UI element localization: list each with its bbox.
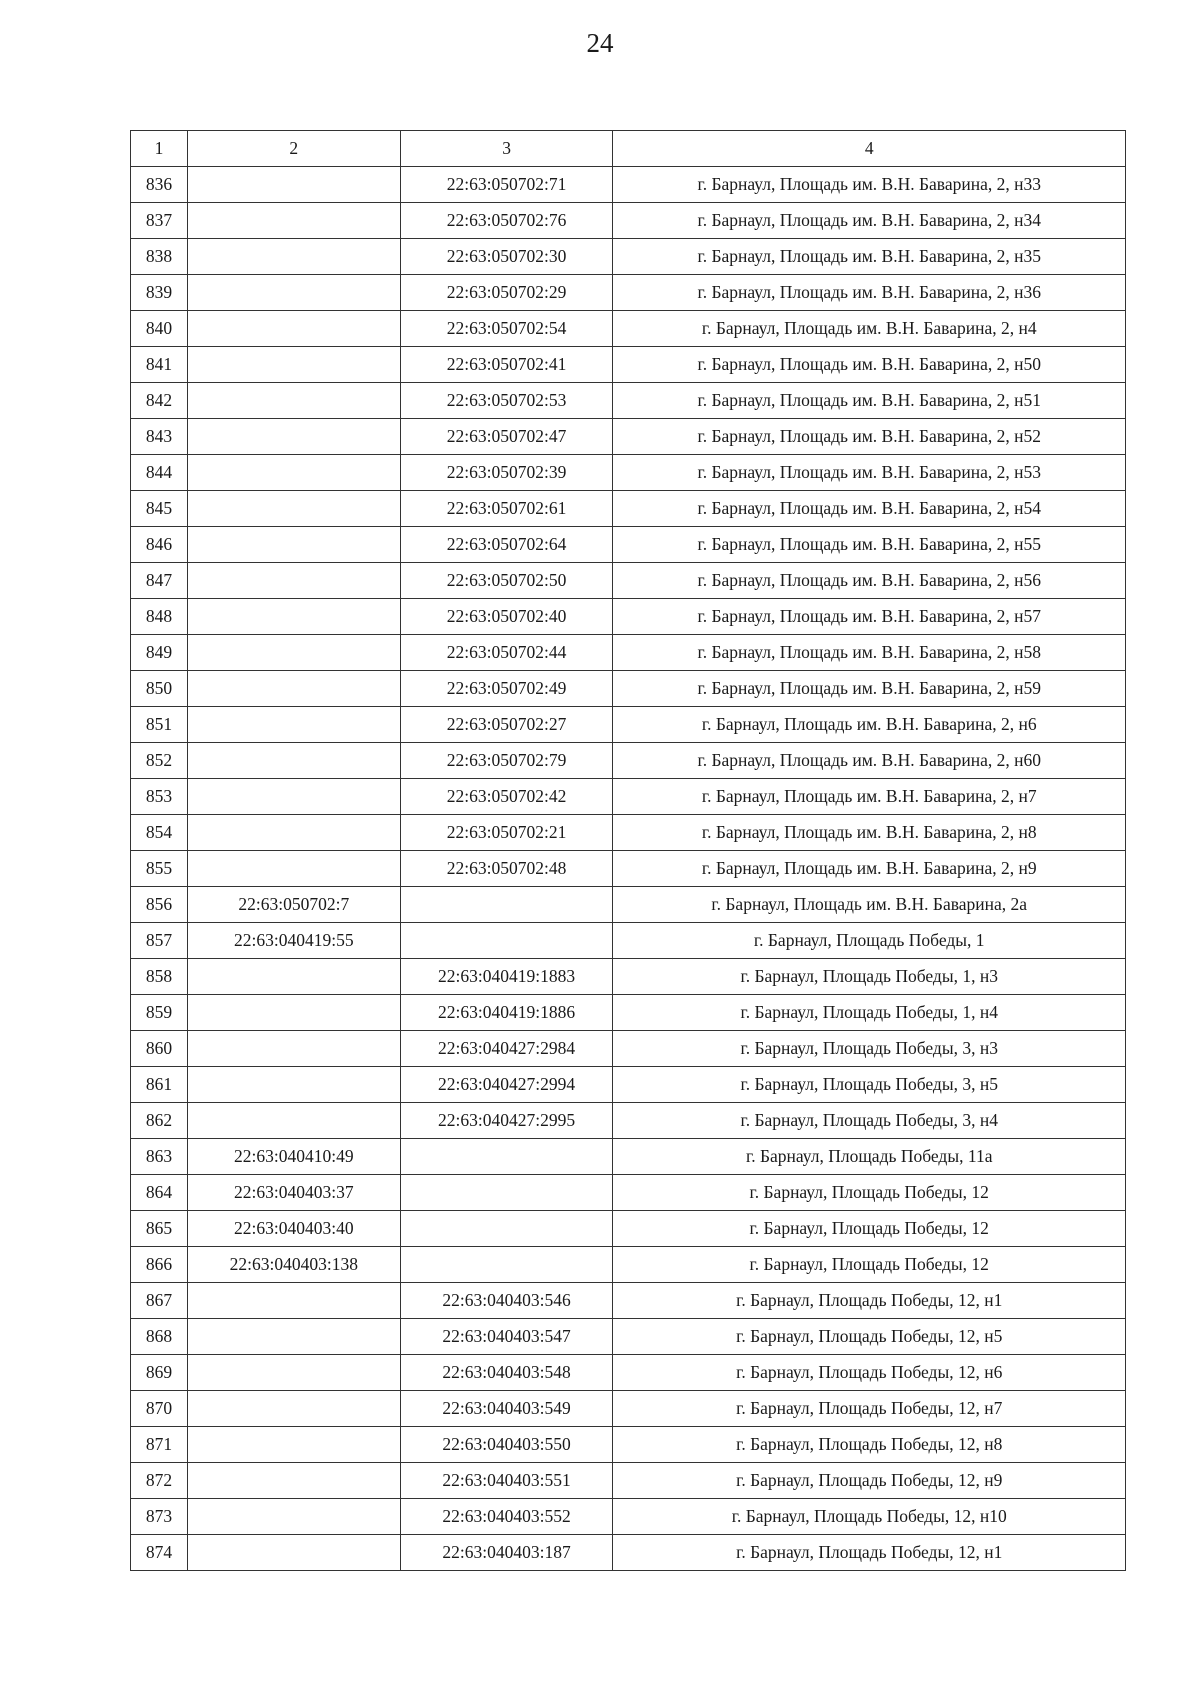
address-cell: г. Барнаул, Площадь им. В.Н. Баварина, 2, н55 — [613, 527, 1126, 563]
cadastral-number-cell: 22:63:040410:49 — [187, 1139, 400, 1175]
cadastral-number-cell — [187, 815, 400, 851]
row-number-cell: 871 — [131, 1427, 188, 1463]
row-number-cell: 859 — [131, 995, 188, 1031]
row-number-cell: 847 — [131, 563, 188, 599]
address-cell: г. Барнаул, Площадь Победы, 3, н4 — [613, 1103, 1126, 1139]
table-row — [131, 1355, 1126, 1391]
row-number-cell: 854 — [131, 815, 188, 851]
table-row — [131, 203, 1126, 239]
row-number-cell: 860 — [131, 1031, 188, 1067]
column-header-4: 4 — [613, 131, 1126, 167]
row-number-cell: 844 — [131, 455, 188, 491]
table-row — [131, 455, 1126, 491]
address-cell: г. Барнаул, Площадь им. В.Н. Баварина, 2, н52 — [613, 419, 1126, 455]
address-cell: г. Барнаул, Площадь Победы, 12, н10 — [613, 1499, 1126, 1535]
premises-number-cell: 22:63:050702:27 — [400, 707, 613, 743]
cadastral-number-cell — [187, 275, 400, 311]
table-header-row — [131, 131, 1126, 167]
table-body — [131, 167, 1126, 1571]
row-number-cell: 868 — [131, 1319, 188, 1355]
address-cell: г. Барнаул, Площадь Победы, 12, н9 — [613, 1463, 1126, 1499]
premises-number-cell: 22:63:050702:49 — [400, 671, 613, 707]
table-row — [131, 599, 1126, 635]
premises-number-cell: 22:63:040403:548 — [400, 1355, 613, 1391]
table-row — [131, 1535, 1126, 1571]
address-cell: г. Барнаул, Площадь им. В.Н. Баварина, 2, н6 — [613, 707, 1126, 743]
table-row — [131, 995, 1126, 1031]
row-number-cell: 870 — [131, 1391, 188, 1427]
table-row — [131, 347, 1126, 383]
address-cell: г. Барнаул, Площадь Победы, 11а — [613, 1139, 1126, 1175]
premises-number-cell: 22:63:050702:76 — [400, 203, 613, 239]
premises-number-cell: 22:63:040427:2984 — [400, 1031, 613, 1067]
cadastral-number-cell — [187, 311, 400, 347]
cadastral-number-cell — [187, 203, 400, 239]
cadastral-number-cell — [187, 1427, 400, 1463]
cadastral-number-cell — [187, 347, 400, 383]
address-cell: г. Барнаул, Площадь им. В.Н. Баварина, 2, н36 — [613, 275, 1126, 311]
address-cell: г. Барнаул, Площадь Победы, 12, н6 — [613, 1355, 1126, 1391]
premises-number-cell: 22:63:050702:29 — [400, 275, 613, 311]
row-number-cell: 838 — [131, 239, 188, 275]
cadastral-number-cell — [187, 419, 400, 455]
table-row — [131, 1427, 1126, 1463]
premises-number-cell: 22:63:050702:47 — [400, 419, 613, 455]
premises-number-cell: 22:63:050702:44 — [400, 635, 613, 671]
row-number-cell: 852 — [131, 743, 188, 779]
premises-number-cell: 22:63:050702:61 — [400, 491, 613, 527]
premises-number-cell: 22:63:040403:549 — [400, 1391, 613, 1427]
table-row — [131, 1499, 1126, 1535]
table-row — [131, 1067, 1126, 1103]
cadastral-number-cell — [187, 383, 400, 419]
cadastral-number-cell — [187, 959, 400, 995]
row-number-cell: 850 — [131, 671, 188, 707]
table-row — [131, 563, 1126, 599]
address-cell: г. Барнаул, Площадь им. В.Н. Баварина, 2, н58 — [613, 635, 1126, 671]
address-cell: г. Барнаул, Площадь им. В.Н. Баварина, 2, н34 — [613, 203, 1126, 239]
premises-number-cell: 22:63:050702:48 — [400, 851, 613, 887]
address-cell: г. Барнаул, Площадь им. В.Н. Баварина, 2, н59 — [613, 671, 1126, 707]
address-cell: г. Барнаул, Площадь Победы, 3, н3 — [613, 1031, 1126, 1067]
table-row — [131, 1247, 1126, 1283]
cadastral-number-cell — [187, 707, 400, 743]
premises-number-cell: 22:63:050702:39 — [400, 455, 613, 491]
premises-number-cell: 22:63:040427:2995 — [400, 1103, 613, 1139]
premises-number-cell: 22:63:040403:552 — [400, 1499, 613, 1535]
cadastral-number-cell — [187, 1031, 400, 1067]
cadastral-number-cell: 22:63:040419:55 — [187, 923, 400, 959]
row-number-cell: 874 — [131, 1535, 188, 1571]
address-cell: г. Барнаул, Площадь им. В.Н. Баварина, 2, н9 — [613, 851, 1126, 887]
row-number-cell: 837 — [131, 203, 188, 239]
row-number-cell: 864 — [131, 1175, 188, 1211]
table-row — [131, 527, 1126, 563]
table-row — [131, 707, 1126, 743]
row-number-cell: 865 — [131, 1211, 188, 1247]
table-row — [131, 311, 1126, 347]
premises-number-cell — [400, 1175, 613, 1211]
cadastral-number-cell — [187, 599, 400, 635]
premises-number-cell: 22:63:050702:30 — [400, 239, 613, 275]
premises-number-cell: 22:63:040419:1886 — [400, 995, 613, 1031]
table-row — [131, 1319, 1126, 1355]
address-cell: г. Барнаул, Площадь им. В.Н. Баварина, 2, н60 — [613, 743, 1126, 779]
premises-number-cell: 22:63:050702:54 — [400, 311, 613, 347]
column-header-3: 3 — [400, 131, 613, 167]
page-number: 24 — [586, 28, 614, 58]
row-number-cell: 839 — [131, 275, 188, 311]
table-row — [131, 887, 1126, 923]
row-number-cell: 867 — [131, 1283, 188, 1319]
table-row — [131, 1391, 1126, 1427]
cadastral-number-cell: 22:63:040403:138 — [187, 1247, 400, 1283]
row-number-cell: 841 — [131, 347, 188, 383]
row-number-cell: 848 — [131, 599, 188, 635]
address-cell: г. Барнаул, Площадь им. В.Н. Баварина, 2, н33 — [613, 167, 1126, 203]
cadastral-number-cell — [187, 239, 400, 275]
table-row — [131, 1283, 1126, 1319]
premises-number-cell: 22:63:050702:50 — [400, 563, 613, 599]
column-header-1: 1 — [131, 131, 188, 167]
address-cell: г. Барнаул, Площадь им. В.Н. Баварина, 2, н51 — [613, 383, 1126, 419]
premises-number-cell: 22:63:040403:550 — [400, 1427, 613, 1463]
row-number-cell: 861 — [131, 1067, 188, 1103]
cadastral-number-cell — [187, 1535, 400, 1571]
premises-number-cell: 22:63:050702:71 — [400, 167, 613, 203]
address-cell: г. Барнаул, Площадь Победы, 12, н1 — [613, 1283, 1126, 1319]
cadastral-number-cell — [187, 1355, 400, 1391]
address-cell: г. Барнаул, Площадь Победы, 12, н5 — [613, 1319, 1126, 1355]
address-cell: г. Барнаул, Площадь им. В.Н. Баварина, 2, н8 — [613, 815, 1126, 851]
premises-number-cell: 22:63:040403:547 — [400, 1319, 613, 1355]
table-row — [131, 1175, 1126, 1211]
cadastral-number-cell — [187, 491, 400, 527]
table-row — [131, 1103, 1126, 1139]
cadastral-number-cell — [187, 1391, 400, 1427]
row-number-cell: 855 — [131, 851, 188, 887]
address-cell: г. Барнаул, Площадь Победы, 12 — [613, 1175, 1126, 1211]
address-cell: г. Барнаул, Площадь им. В.Н. Баварина, 2, н53 — [613, 455, 1126, 491]
cadastral-number-cell — [187, 527, 400, 563]
premises-number-cell — [400, 1247, 613, 1283]
address-cell: г. Барнаул, Площадь им. В.Н. Баварина, 2, н50 — [613, 347, 1126, 383]
premises-number-cell — [400, 923, 613, 959]
row-number-cell: 858 — [131, 959, 188, 995]
cadastral-number-cell — [187, 455, 400, 491]
row-number-cell: 853 — [131, 779, 188, 815]
table-row — [131, 959, 1126, 995]
address-cell: г. Барнаул, Площадь Победы, 1 — [613, 923, 1126, 959]
row-number-cell: 849 — [131, 635, 188, 671]
address-cell: г. Барнаул, Площадь им. В.Н. Баварина, 2, н4 — [613, 311, 1126, 347]
premises-number-cell: 22:63:050702:41 — [400, 347, 613, 383]
address-cell: г. Барнаул, Площадь им. В.Н. Баварина, 2, н35 — [613, 239, 1126, 275]
table-row — [131, 275, 1126, 311]
cadastral-number-cell: 22:63:040403:40 — [187, 1211, 400, 1247]
premises-number-cell: 22:63:050702:64 — [400, 527, 613, 563]
address-cell: г. Барнаул, Площадь Победы, 1, н4 — [613, 995, 1126, 1031]
address-cell: г. Барнаул, Площадь им. В.Н. Баварина, 2, н54 — [613, 491, 1126, 527]
row-number-cell: 862 — [131, 1103, 188, 1139]
cadastral-number-cell: 22:63:040403:37 — [187, 1175, 400, 1211]
row-number-cell: 842 — [131, 383, 188, 419]
cadastral-number-cell — [187, 1319, 400, 1355]
premises-number-cell — [400, 1139, 613, 1175]
table-row — [131, 239, 1126, 275]
address-cell: г. Барнаул, Площадь им. В.Н. Баварина, 2, н57 — [613, 599, 1126, 635]
row-number-cell: 873 — [131, 1499, 188, 1535]
table-row — [131, 743, 1126, 779]
cadastral-number-cell — [187, 1103, 400, 1139]
premises-number-cell — [400, 887, 613, 923]
cadastral-number-cell — [187, 167, 400, 203]
table-row — [131, 167, 1126, 203]
row-number-cell: 836 — [131, 167, 188, 203]
table-row — [131, 815, 1126, 851]
table-row — [131, 419, 1126, 455]
cadastral-number-cell — [187, 563, 400, 599]
premises-number-cell: 22:63:050702:42 — [400, 779, 613, 815]
table-row — [131, 671, 1126, 707]
row-number-cell: 840 — [131, 311, 188, 347]
table-row — [131, 1031, 1126, 1067]
address-cell: г. Барнаул, Площадь Победы, 3, н5 — [613, 1067, 1126, 1103]
address-cell: г. Барнаул, Площадь Победы, 1, н3 — [613, 959, 1126, 995]
table-row — [131, 635, 1126, 671]
premises-number-cell: 22:63:040403:187 — [400, 1535, 613, 1571]
address-cell: г. Барнаул, Площадь Победы, 12, н8 — [613, 1427, 1126, 1463]
premises-number-cell: 22:63:050702:40 — [400, 599, 613, 635]
row-number-cell: 856 — [131, 887, 188, 923]
address-cell: г. Барнаул, Площадь Победы, 12, н1 — [613, 1535, 1126, 1571]
cadastral-number-cell — [187, 671, 400, 707]
cadastral-number-cell — [187, 851, 400, 887]
premises-number-cell: 22:63:040419:1883 — [400, 959, 613, 995]
table-row — [131, 1463, 1126, 1499]
cadastral-number-cell — [187, 1499, 400, 1535]
row-number-cell: 851 — [131, 707, 188, 743]
cadastral-number-cell — [187, 1283, 400, 1319]
address-cell: г. Барнаул, Площадь Победы, 12 — [613, 1247, 1126, 1283]
row-number-cell: 872 — [131, 1463, 188, 1499]
row-number-cell: 863 — [131, 1139, 188, 1175]
premises-number-cell: 22:63:040403:551 — [400, 1463, 613, 1499]
table-row — [131, 491, 1126, 527]
row-number-cell: 866 — [131, 1247, 188, 1283]
premises-number-cell: 22:63:040403:546 — [400, 1283, 613, 1319]
registry-table — [130, 130, 1126, 1571]
cadastral-number-cell — [187, 743, 400, 779]
cadastral-number-cell — [187, 635, 400, 671]
premises-number-cell: 22:63:050702:21 — [400, 815, 613, 851]
table-row — [131, 1139, 1126, 1175]
premises-number-cell — [400, 1211, 613, 1247]
table-row — [131, 851, 1126, 887]
premises-number-cell: 22:63:050702:53 — [400, 383, 613, 419]
row-number-cell: 857 — [131, 923, 188, 959]
cadastral-number-cell — [187, 1067, 400, 1103]
address-cell: г. Барнаул, Площадь Победы, 12, н7 — [613, 1391, 1126, 1427]
table-row — [131, 1211, 1126, 1247]
premises-number-cell: 22:63:040427:2994 — [400, 1067, 613, 1103]
table-row — [131, 383, 1126, 419]
address-cell: г. Барнаул, Площадь Победы, 12 — [613, 1211, 1126, 1247]
row-number-cell: 845 — [131, 491, 188, 527]
premises-number-cell: 22:63:050702:79 — [400, 743, 613, 779]
address-cell: г. Барнаул, Площадь им. В.Н. Баварина, 2, н56 — [613, 563, 1126, 599]
row-number-cell: 869 — [131, 1355, 188, 1391]
column-header-2: 2 — [187, 131, 400, 167]
address-cell: г. Барнаул, Площадь им. В.Н. Баварина, 2, н7 — [613, 779, 1126, 815]
cadastral-number-cell: 22:63:050702:7 — [187, 887, 400, 923]
address-cell: г. Барнаул, Площадь им. В.Н. Баварина, 2а — [613, 887, 1126, 923]
cadastral-number-cell — [187, 779, 400, 815]
cadastral-number-cell — [187, 1463, 400, 1499]
row-number-cell: 846 — [131, 527, 188, 563]
table-row — [131, 923, 1126, 959]
table-row — [131, 779, 1126, 815]
cadastral-number-cell — [187, 995, 400, 1031]
row-number-cell: 843 — [131, 419, 188, 455]
